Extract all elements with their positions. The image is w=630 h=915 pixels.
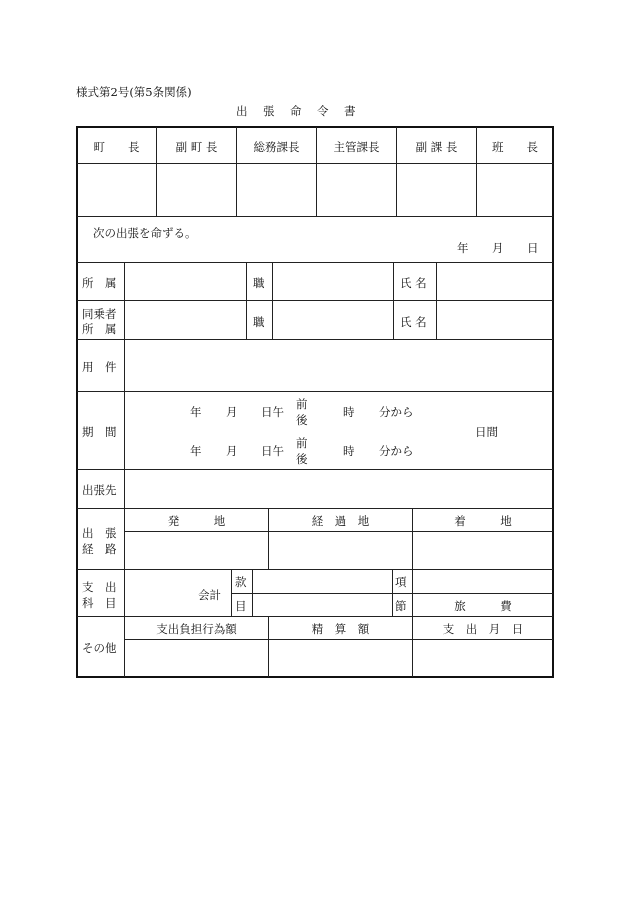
route-arrival-field[interactable]: [413, 532, 553, 569]
companion-label-line2: 所 属: [82, 322, 117, 336]
order-text: 次の出張を命ずる。: [93, 226, 197, 240]
affiliation-label: 所 属: [82, 276, 117, 290]
expense-kan-field[interactable]: [253, 570, 392, 593]
expense-ko-label: 項: [395, 575, 407, 589]
settlement-amount-field[interactable]: [269, 640, 412, 677]
stamp-box-team-leader[interactable]: [477, 164, 553, 216]
affiliation-field[interactable]: [125, 263, 246, 300]
stamp-box-town-mayor[interactable]: [77, 164, 156, 216]
position-label: 職: [253, 276, 265, 290]
approver-team-leader: 班 長: [492, 140, 538, 154]
stamp-box-deputy-chief[interactable]: [397, 164, 476, 216]
expense-moku-label: 目: [235, 599, 247, 613]
date-day-label: 日: [527, 241, 539, 255]
settlement-amount-header: 精 算 額: [311, 622, 370, 636]
period-start-from: 分から: [379, 405, 414, 419]
form-title: 出 張 命 令 書: [236, 104, 358, 118]
expense-travel-label: 旅 費: [454, 599, 512, 613]
period-start-year: 年: [190, 405, 202, 419]
commitment-amount-header: 支出負担行為額: [156, 622, 237, 636]
expense-account-field[interactable]: [125, 570, 194, 616]
name-label: 氏 名: [400, 276, 427, 290]
period-days-label: 日間: [475, 425, 498, 439]
companion-name-label: 氏 名: [400, 315, 427, 329]
expense-label-line1: 支 出: [82, 580, 117, 594]
route-via-header: 経 過 地: [311, 514, 370, 528]
period-start-day-ampm: 日午: [261, 405, 284, 419]
purpose-field[interactable]: [125, 340, 553, 391]
approver-deputy-chief: 副 課 長: [415, 140, 458, 154]
period-end-year: 年: [190, 444, 202, 458]
period-start-am: 前: [296, 397, 308, 411]
destination-field[interactable]: [125, 470, 553, 508]
approver-responsible-chief: 主管課長: [333, 140, 380, 154]
date-year-label: 年: [457, 241, 469, 255]
expense-moku-field[interactable]: [253, 594, 392, 616]
stamp-box-general-affairs-chief[interactable]: [237, 164, 316, 216]
purpose-label: 用 件: [82, 360, 117, 374]
position-field[interactable]: [273, 263, 393, 300]
other-label: その他: [82, 641, 117, 655]
companion-label-line1: 同乗者: [82, 307, 117, 321]
approver-town-mayor: 町 長: [93, 140, 140, 154]
period-label: 期 間: [82, 425, 117, 439]
stamp-box-responsible-chief[interactable]: [317, 164, 396, 216]
period-start-pm: 後: [296, 413, 308, 427]
period-end-day-ampm: 日午: [261, 444, 284, 458]
route-departure-header: 発 地: [167, 514, 226, 528]
approver-deputy-mayor: 副 町 長: [175, 140, 218, 154]
route-departure-field[interactable]: [125, 532, 268, 569]
companion-position-label: 職: [253, 315, 265, 329]
commitment-amount-field[interactable]: [125, 640, 268, 677]
companion-position-field[interactable]: [273, 301, 393, 339]
period-end-pm: 後: [296, 452, 308, 466]
form-number: 様式第2号(第5条関係): [76, 85, 192, 99]
expense-account-label: 会計: [198, 588, 221, 602]
route-label-line2: 経 路: [82, 542, 117, 556]
companion-affiliation-field[interactable]: [125, 301, 246, 339]
route-arrival-header: 着 地: [454, 514, 512, 528]
destination-label: 出張先: [82, 483, 117, 497]
payment-date-field[interactable]: [413, 640, 553, 677]
period-start-hour: 時: [343, 405, 355, 419]
name-field[interactable]: [437, 263, 553, 300]
period-end-from: 分から: [379, 444, 414, 458]
payment-date-header: 支 出 月 日: [442, 622, 524, 636]
period-end-am: 前: [296, 436, 308, 450]
route-label-line1: 出 張: [82, 526, 117, 540]
stamp-box-deputy-mayor[interactable]: [157, 164, 236, 216]
period-end-hour: 時: [343, 444, 355, 458]
expense-ko-field[interactable]: [413, 570, 553, 593]
expense-label-line2: 科 目: [82, 596, 117, 610]
route-via-field[interactable]: [269, 532, 412, 569]
period-end-month: 月: [226, 444, 238, 458]
approver-general-affairs-chief: 総務課長: [253, 140, 300, 154]
date-month-label: 月: [492, 241, 504, 255]
companion-name-field[interactable]: [437, 301, 553, 339]
period-start-month: 月: [226, 405, 238, 419]
expense-setsu-label: 節: [395, 599, 407, 613]
expense-kan-label: 款: [235, 575, 247, 589]
